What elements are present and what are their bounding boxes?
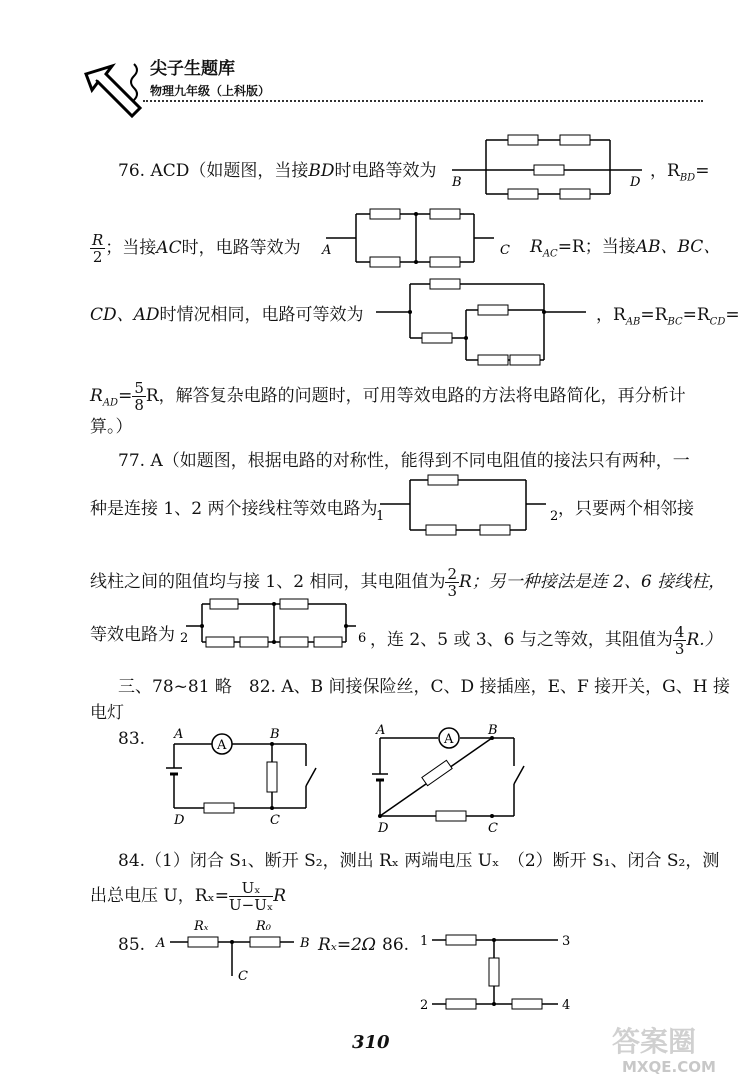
- q76-rbd: ，$R_{BD}=$: [650, 161, 710, 184]
- q77-line2a: 种是连接 1、2 两个接线柱等效电路为: [90, 499, 378, 519]
- q77-line4b: ，连 2、5 或 3、6 与之等效，其阻值为 $\frac{4}{3}$ R.）: [370, 623, 722, 658]
- node-label-c: C: [500, 243, 510, 258]
- circuit-26: [176, 596, 372, 656]
- node-label-d: D: [630, 175, 641, 190]
- svg-text:A: A: [376, 723, 386, 738]
- circuit-83-right: [370, 723, 530, 836]
- q77-line4a: 等效电路为: [90, 625, 175, 645]
- section3-line2: 电灯: [90, 703, 124, 723]
- fraction-5-over-8: $\frac{5}{8}$: [134, 379, 144, 414]
- q77-line2b: ，只要两个相邻接: [558, 499, 694, 519]
- q76-line4: $R_{AD}=$ $\frac{5}{8}$ R，解答复杂电路的问题时，可用等效电路的方法将电路简化，再分析计: [90, 379, 686, 414]
- fraction-ux: $\frac{\text{Uₓ}}{\text{U−Uₓ}}$: [228, 879, 274, 914]
- watermark-logo: 答案圈: [612, 1025, 697, 1058]
- header-logo: [82, 60, 144, 122]
- svg-text:1: 1: [420, 934, 429, 949]
- q77-line3: 线柱之间的阻值均与接 1、2 相同，其电阻值为 $\frac{2}{3}$ R；另一种接法是连 2、6 接线柱，: [90, 565, 726, 600]
- svg-text:C: C: [238, 969, 248, 984]
- node-label-b: B: [452, 175, 462, 190]
- svg-text:D: D: [378, 821, 389, 836]
- q84-line2: 出总电压 U，Rₓ= $\frac{\text{Uₓ}}{\text{U−Uₓ}}$ R: [90, 879, 287, 914]
- svg-text:A: A: [156, 936, 166, 951]
- svg-text:4: 4: [562, 998, 571, 1013]
- svg-text:2: 2: [420, 998, 429, 1013]
- terminal-2: 2: [550, 509, 559, 524]
- svg-text:B: B: [488, 723, 498, 738]
- q76-line5: 算。）: [90, 417, 133, 437]
- header-title: 尖子生题库: [150, 59, 235, 79]
- q85-result: Rₓ=2Ω: [318, 935, 376, 955]
- circuit-ab: [376, 276, 592, 372]
- circuit-bd: [452, 132, 644, 204]
- circuit-12: [376, 472, 559, 538]
- svg-text:D: D: [174, 813, 185, 828]
- svg-text:A: A: [174, 727, 184, 742]
- q76-rac: $R_{AC}=R$；当接AB、BC、: [530, 237, 721, 260]
- svg-text:B: B: [270, 727, 280, 742]
- q76-rab: ，$R_{AB}=R_{BC}=R_{CD}=$: [596, 305, 740, 328]
- q84-line1: 84.（1）闭合 S₁、断开 S₂，测出 Rₓ 两端电压 Uₓ （2）断开 S₁、闭合 S₂，测: [118, 851, 720, 871]
- q76-line2: $\frac{R}{2}$ ；当接AC时，电路等效为: [92, 231, 301, 266]
- q83-label: 83.: [118, 729, 146, 749]
- q76-line1: 76. ACD（如题图，当接BD时电路等效为: [118, 161, 437, 181]
- circuit-86: [420, 924, 580, 1014]
- q85-label: 85.: [118, 935, 146, 955]
- svg-text:R₀: R₀: [256, 919, 271, 934]
- terminal-2b: 2: [180, 631, 189, 646]
- fraction-2-over-3: $\frac{2}{3}$: [447, 565, 457, 600]
- circuit-85: [154, 916, 324, 986]
- section3-line1: 三、78~81 略 82. A、B 间接保险丝，C、D 接插座，E、F 接开关，G、H 接: [118, 677, 730, 697]
- q86-label: 86.: [382, 935, 410, 955]
- terminal-6: 6: [358, 631, 367, 646]
- arrow-icon: [82, 60, 144, 122]
- page-number: 310: [352, 1032, 390, 1053]
- node-label-a: A: [322, 243, 332, 258]
- svg-text:C: C: [488, 821, 498, 836]
- circuit-ac: [322, 204, 510, 274]
- fraction-r-over-2: $\frac{R}{2}$: [92, 231, 104, 266]
- header-divider: [143, 100, 703, 102]
- q76-line3: CD、AD时情况相同，电路可等效为: [90, 305, 364, 325]
- svg-text:3: 3: [562, 934, 571, 949]
- watermark-url: MXQE.COM: [622, 1058, 716, 1076]
- svg-text:C: C: [270, 813, 280, 828]
- fraction-4-over-3: $\frac{4}{3}$: [674, 623, 685, 658]
- q77-line1: 77. A（如题图，根据电路的对称性，能得到不同电阻值的接法只有两种，一: [118, 451, 690, 471]
- svg-text:A: A: [444, 732, 454, 747]
- header-subtitle: 物理九年级（上科版）: [150, 84, 271, 98]
- circuit-83-left: [166, 726, 326, 826]
- ammeter-label: A: [217, 738, 227, 753]
- svg-text:B: B: [300, 936, 310, 951]
- terminal-1: 1: [376, 509, 385, 524]
- svg-text:Rₓ: Rₓ: [194, 919, 209, 934]
